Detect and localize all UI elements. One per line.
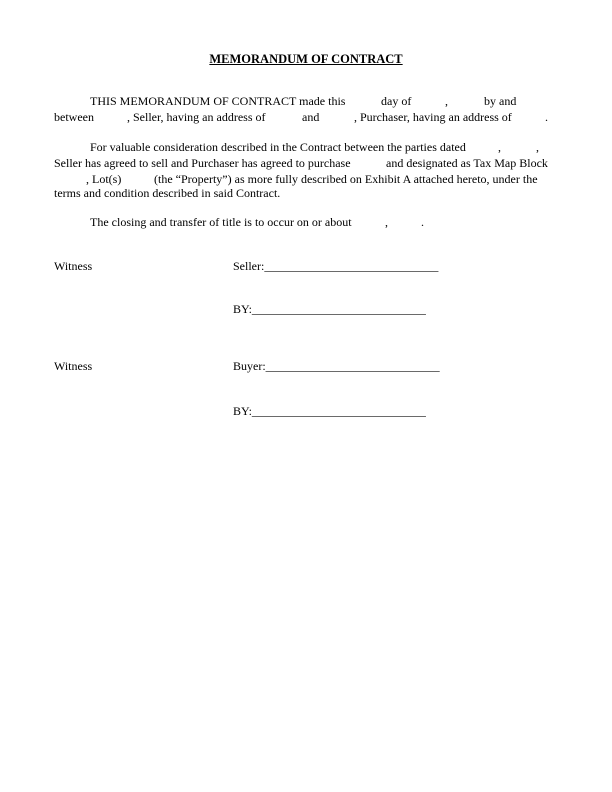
para1-text-3: , bbox=[445, 94, 448, 108]
para2-text-1: For valuable consideration described in the Contract between the parties dated bbox=[90, 140, 466, 154]
seller-signature-line: _____________________________ bbox=[264, 259, 439, 273]
document-title: MEMORANDUM OF CONTRACT bbox=[209, 52, 403, 66]
buyer-by-label: BY: bbox=[233, 404, 252, 418]
para2-text-8: terms and condition described in said Contract. bbox=[54, 186, 281, 200]
para1-text-1: THIS MEMORANDUM OF CONTRACT made this bbox=[90, 94, 346, 108]
para2-text-6: , Lot(s) bbox=[86, 172, 122, 186]
buyer-signature-line: _____________________________ bbox=[265, 359, 440, 373]
para1-text-5: between bbox=[54, 110, 94, 124]
seller-label: Seller: bbox=[233, 259, 265, 273]
para1-text-6: , Seller, having an address of bbox=[127, 110, 266, 124]
para1-text-4: by and bbox=[484, 94, 517, 108]
para3-text-2: , bbox=[385, 215, 388, 229]
seller-signature-field[interactable] bbox=[233, 259, 438, 273]
buyer-by-field[interactable] bbox=[233, 404, 426, 418]
buyer-signature-field[interactable] bbox=[233, 359, 440, 373]
para3-text-3: . bbox=[421, 215, 424, 229]
para1-text-2: day of bbox=[381, 94, 412, 108]
buyer-label: Buyer: bbox=[233, 359, 266, 373]
para2-text-5: and designated as Tax Map Block bbox=[386, 156, 548, 170]
para3-text-1: The closing and transfer of title is to occur on or about bbox=[90, 215, 352, 229]
seller-by-line: _____________________________ bbox=[251, 302, 426, 316]
para2-text-3: , bbox=[536, 140, 539, 154]
para1-text-8: , Purchaser, having an address of bbox=[354, 110, 512, 124]
para2-text-2: , bbox=[498, 140, 501, 154]
buyer-by-line: _____________________________ bbox=[251, 404, 426, 418]
seller-by-field[interactable] bbox=[233, 302, 426, 316]
witness-label-2: Witness bbox=[54, 359, 93, 373]
seller-by-label: BY: bbox=[233, 302, 252, 316]
para1-text-9: . bbox=[545, 110, 548, 124]
para2-text-4: Seller has agreed to sell and Purchaser has agreed to purchase bbox=[54, 156, 351, 170]
para2-text-7: (the “Property”) as more fully described on Exhibit A attached hereto, under the bbox=[154, 172, 538, 186]
para1-text-7: and bbox=[302, 110, 320, 124]
witness-label-1: Witness bbox=[54, 259, 93, 273]
